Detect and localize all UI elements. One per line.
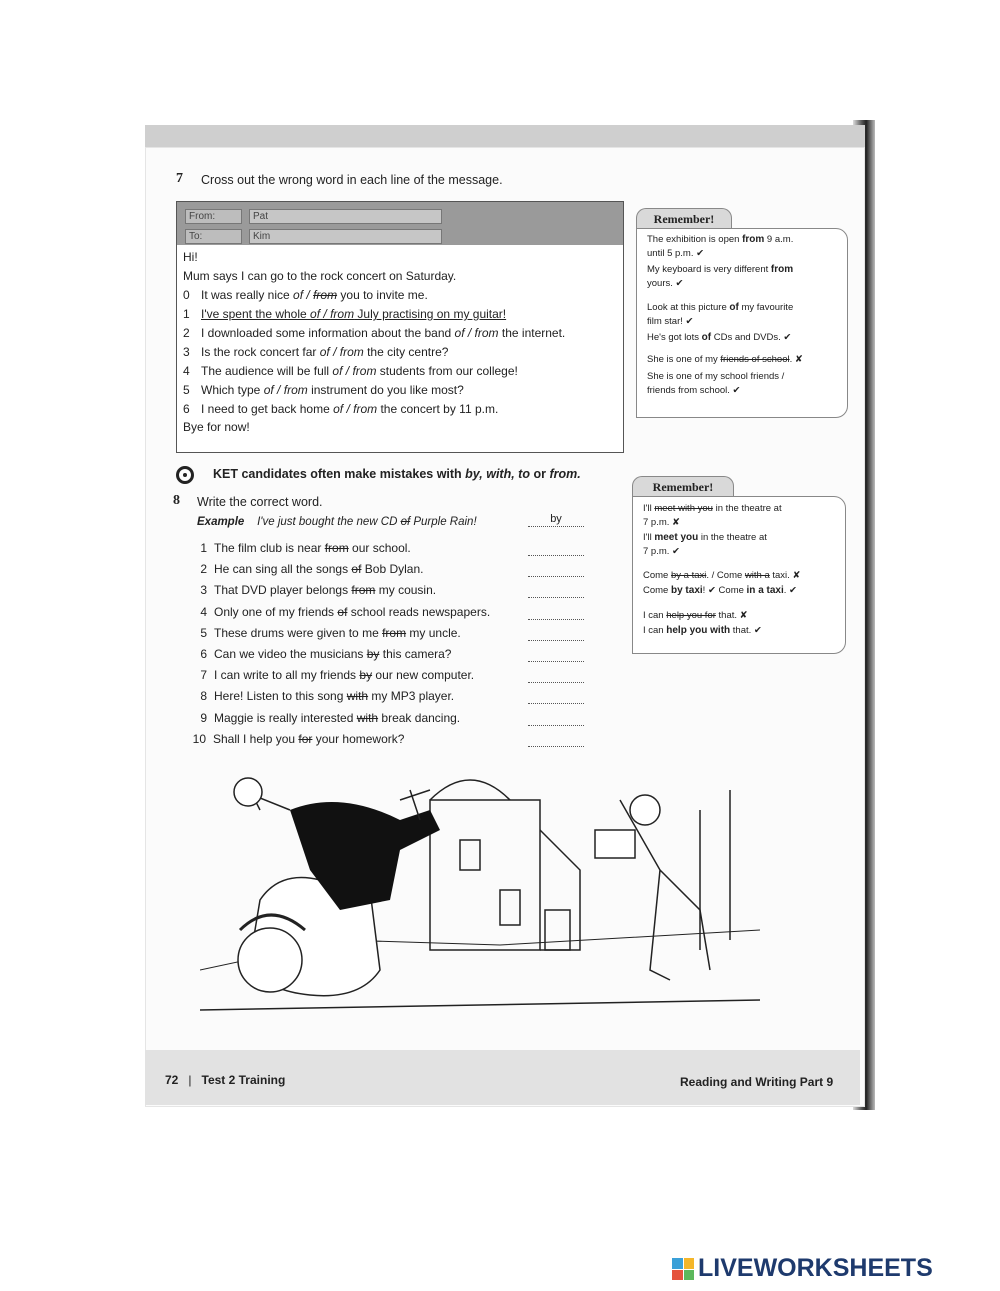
message-line: [183, 402, 498, 416]
footer-separator: |: [188, 1073, 192, 1087]
rem-text: He's got lots: [647, 332, 702, 343]
from-label: From:: [185, 209, 242, 224]
message-line: [183, 288, 428, 302]
line-text: I downloaded some information about the band: [201, 326, 455, 340]
remember-1-line: [647, 332, 791, 343]
ket-note-text: KET candidates often make mistakes with: [213, 467, 466, 481]
example-text: I've just bought the new CD: [257, 516, 401, 528]
item-wrong-word: with: [356, 710, 379, 725]
ket-note-last: from.: [549, 467, 581, 481]
exercise-8-item: [197, 583, 436, 597]
page-number: 72: [165, 1073, 179, 1087]
rem-bold: of: [729, 302, 739, 313]
rem-text-mid: in the theatre at: [698, 532, 767, 543]
breakdance-illustration: [200, 770, 760, 1020]
rem-text: I can: [643, 610, 667, 621]
item-number: 9: [200, 710, 207, 725]
rem-text-end: 9 a.m.: [764, 234, 794, 245]
item-text-end: Bob Dylan.: [361, 562, 424, 577]
item-number: 1: [200, 541, 207, 555]
option-from: from: [313, 288, 338, 302]
item-text: Here! Listen to this song: [214, 689, 347, 704]
item-number: 5: [200, 625, 207, 640]
rem-text-end: my favourite: [738, 302, 794, 313]
exercise-8-instruction: Write the correct word.: [197, 495, 323, 509]
rem-text: She is one of my: [647, 354, 721, 365]
rem-text-mid: . / Come: [706, 570, 745, 581]
item-text: Can we video the musicians: [214, 647, 367, 661]
item-text: Shall I help you: [213, 731, 299, 746]
item-text-end: my uncle.: [406, 625, 461, 640]
item-wrong-word: by: [359, 668, 373, 683]
rem-text-mid: in the theatre at: [712, 503, 782, 514]
remember-2-line: [643, 610, 748, 621]
exercise-8-item: [197, 711, 460, 725]
option-separator: /: [303, 288, 314, 302]
option-separator: /: [343, 402, 354, 416]
remember-2-line: [643, 503, 782, 514]
remember-2-line: [643, 570, 800, 581]
line-number: 5: [183, 383, 190, 397]
message-line: [183, 364, 518, 378]
item-text-end: my cousin.: [375, 583, 437, 598]
answer-blank[interactable]: [528, 713, 584, 726]
item-wrong-word: from: [324, 541, 349, 555]
answer-blank[interactable]: [528, 691, 584, 704]
option-of: of: [319, 345, 330, 359]
option-from: from: [283, 383, 308, 397]
item-text-end: our school.: [348, 541, 411, 555]
remember-tab-2: Remember!: [632, 476, 734, 497]
rem-bold: from: [742, 234, 765, 245]
footer-right: Reading and Writing Part 9: [680, 1075, 834, 1089]
item-wrong-word: with: [346, 689, 369, 704]
ket-note-or: or: [529, 467, 550, 481]
exercise-8-item: [197, 668, 474, 682]
option-separator: /: [273, 383, 284, 397]
answer-blank[interactable]: [528, 628, 584, 641]
option-from: from: [352, 364, 377, 378]
line-text: I've spent the whole: [201, 307, 311, 321]
item-number: 8: [200, 689, 207, 704]
exercise-8-item: [197, 626, 461, 640]
exercise-8-item: [188, 732, 404, 746]
rem-text: I'll: [643, 503, 655, 514]
remember-1-line: [647, 354, 803, 365]
rem-strike: meet with you: [654, 503, 713, 514]
rem-text-end: taxi. ✘: [769, 570, 801, 581]
item-number: 2: [200, 562, 207, 577]
rem-text: She is one of my school friends /: [647, 371, 785, 382]
option-of: of: [454, 326, 465, 340]
message-line: [183, 345, 448, 359]
exercise-8-item: [197, 541, 411, 555]
message-header: [177, 202, 623, 245]
message-signoff: Bye for now!: [183, 420, 250, 434]
rem-strike-2: with a: [744, 570, 770, 581]
option-of: of: [333, 402, 344, 416]
item-wrong-word: from: [351, 583, 376, 598]
option-separator: /: [329, 345, 340, 359]
item-text-end: this camera?: [379, 647, 452, 661]
message-greeting: Hi!: [183, 250, 198, 264]
message-line: [183, 307, 506, 321]
answer-blank[interactable]: [528, 670, 584, 683]
rem-text: 7 p.m. ✘: [643, 517, 680, 528]
message-intro: Mum says I can go to the rock concert on Saturday.: [183, 269, 457, 283]
item-number: 6: [200, 647, 207, 661]
remember-2-line: [643, 517, 680, 528]
rem-text-mid: that. ✔: [730, 625, 762, 636]
message-line: [183, 383, 464, 397]
to-label: To:: [185, 229, 242, 244]
item-number: 3: [200, 583, 207, 598]
liveworksheets-logo-icon: [672, 1258, 694, 1280]
item-text: That DVD player belongs: [214, 583, 352, 598]
answer-blank[interactable]: [528, 564, 584, 577]
item-text: These drums were given to me: [214, 625, 383, 640]
remember-1-line: [647, 278, 683, 289]
remember-1-line: [647, 316, 694, 327]
item-text-end: my MP3 player.: [368, 689, 455, 704]
item-text: The film club is near: [214, 541, 325, 555]
line-number: 0: [183, 288, 190, 302]
remember-2-line: [643, 546, 680, 557]
line-text: Is the rock concert far: [201, 345, 320, 359]
line-text-end: the city centre?: [363, 345, 449, 359]
rem-text: Come: [643, 585, 671, 596]
option-from: from: [353, 402, 378, 416]
remember-1-line: [647, 302, 793, 313]
to-value: Kim: [249, 229, 442, 244]
answer-blank[interactable]: [528, 607, 584, 620]
example-answer: by: [528, 514, 584, 527]
exercise-8-item: [197, 605, 490, 619]
item-wrong-word: of: [337, 604, 348, 619]
option-of: of: [310, 307, 321, 321]
rem-text-end: CDs and DVDs. ✔: [711, 332, 792, 343]
rem-bold: of: [701, 332, 712, 343]
item-wrong-word: by: [366, 647, 380, 661]
section-title: Test 2 Training: [201, 1073, 286, 1087]
item-text-end: our new computer.: [372, 668, 475, 683]
option-separator: /: [320, 307, 331, 321]
line-text: It was really nice: [201, 288, 294, 302]
rem-text-mid: that. ✘: [715, 610, 748, 621]
ket-note: [213, 467, 581, 481]
remember-2-line: [643, 625, 762, 636]
line-number: 3: [183, 345, 190, 359]
rem-text: I can: [643, 625, 667, 636]
rem-strike: by a taxi: [670, 570, 707, 581]
rem-text: yours. ✔: [647, 278, 684, 289]
example-post: Purple Rain!: [410, 516, 477, 528]
liveworksheets-brand: LIVEWORKSHEETS: [698, 1254, 933, 1282]
rem-bold-2: in a taxi: [746, 585, 784, 596]
option-separator: /: [464, 326, 475, 340]
ket-note-icon: [176, 466, 194, 484]
item-text: He can sing all the songs: [214, 562, 352, 577]
rem-text: friends from school. ✔: [647, 385, 741, 396]
answer-blank[interactable]: [528, 585, 584, 598]
item-text: Only one of my friends: [214, 604, 338, 619]
rem-text: until 5 p.m. ✔: [647, 248, 705, 259]
exercise-8-number: 8: [173, 493, 180, 508]
example-label: Example: [197, 516, 245, 528]
ket-note-words: by, with, to: [465, 467, 530, 481]
line-text-end: the internet.: [498, 326, 566, 340]
footer-left: [165, 1073, 285, 1087]
item-text-end: break dancing.: [378, 710, 461, 725]
item-number: 10: [192, 731, 206, 746]
rem-text-end: . ✔: [783, 585, 798, 596]
remember-tab-1: Remember!: [636, 208, 732, 229]
line-number: 4: [183, 364, 190, 378]
remember-1-line: [647, 371, 784, 382]
line-number: 2: [183, 326, 190, 340]
option-from: from: [339, 345, 364, 359]
rem-text: film star! ✔: [647, 316, 694, 327]
answer-blank[interactable]: [528, 543, 584, 556]
rem-bold: meet you: [654, 532, 699, 543]
answer-blank[interactable]: [528, 734, 584, 747]
line-text: I need to get back home: [201, 402, 334, 416]
line-number: 1: [183, 307, 190, 321]
remember-1-line: [647, 248, 704, 259]
line-text-end: students from our college!: [376, 364, 518, 378]
line-text: The audience will be full: [201, 364, 333, 378]
remember-2-line: [643, 585, 797, 596]
rem-text: Look at this picture: [647, 302, 730, 313]
exercise-8-item: [197, 562, 423, 576]
rem-text: The exhibition is open: [647, 234, 743, 245]
rem-bold: help you with: [666, 625, 731, 636]
message-line: [183, 326, 565, 340]
item-text: Maggie is really interested: [214, 710, 357, 725]
rem-text-mid: ! ✔ Come: [702, 585, 747, 596]
remember-1-line: [647, 264, 793, 275]
rem-strike: friends of school: [720, 354, 790, 365]
item-text: I can write to all my friends: [214, 668, 360, 683]
option-separator: /: [342, 364, 353, 378]
example-strike: of: [400, 516, 411, 528]
item-text-end: school reads newspapers.: [347, 604, 491, 619]
option-of: of: [263, 383, 274, 397]
answer-blank[interactable]: [528, 649, 584, 662]
item-wrong-word: from: [382, 625, 407, 640]
line-text-end: the concert by 11 p.m.: [377, 402, 499, 416]
line-number: 6: [183, 402, 190, 416]
line-text-end: July practising on my guitar!: [354, 307, 507, 321]
rem-text: 7 p.m. ✔: [643, 546, 680, 557]
item-text-end: your homework?: [312, 731, 405, 746]
line-text: Which type: [201, 383, 264, 397]
rem-strike: help you for: [666, 610, 716, 621]
rem-text: Come: [643, 570, 671, 581]
item-number: 4: [200, 604, 207, 619]
item-number: 7: [200, 668, 207, 683]
exercise-7-number: 7: [176, 171, 183, 186]
from-value: Pat: [249, 209, 442, 224]
item-wrong-word: of: [351, 562, 362, 577]
remember-1-line: [647, 234, 793, 245]
rem-bold: from: [770, 264, 794, 275]
option-from: from: [474, 326, 499, 340]
remember-2-line: [643, 532, 767, 543]
rem-text: I'll: [643, 532, 655, 543]
exercise-7-instruction: Cross out the wrong word in each line of the message.: [201, 173, 503, 187]
line-text-end: instrument do you like most?: [307, 383, 464, 397]
exercise-8-item: [197, 647, 451, 661]
exercise-8-item: [197, 689, 454, 703]
example-line: [197, 516, 477, 528]
rem-text: My keyboard is very different: [647, 264, 771, 275]
line-text-end: you to invite me.: [337, 288, 428, 302]
option-of: of: [293, 288, 304, 302]
option-from: from: [330, 307, 355, 321]
item-wrong-word: for: [298, 731, 313, 746]
message-box: [176, 201, 624, 453]
option-of: of: [332, 364, 343, 378]
remember-1-line: [647, 385, 741, 396]
rem-text-end: . ✘: [789, 354, 803, 365]
rem-bold: by taxi: [670, 585, 703, 596]
